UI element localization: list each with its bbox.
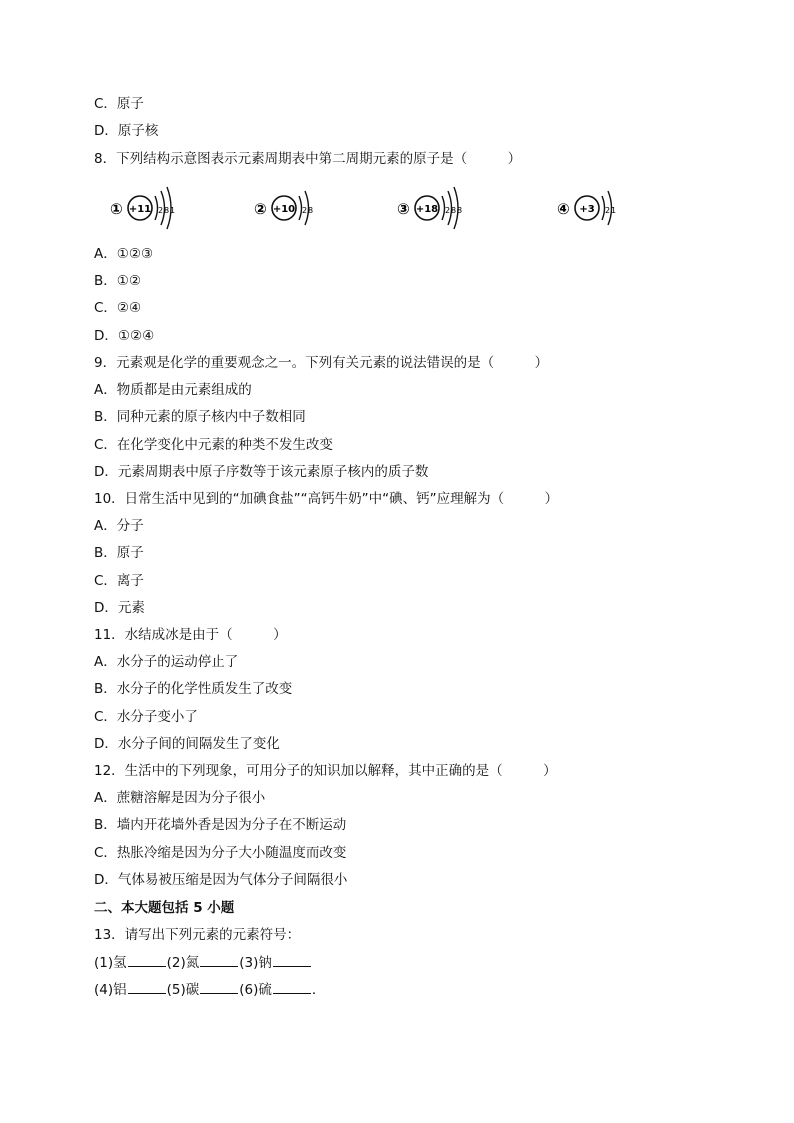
atom-label: ① <box>110 200 123 218</box>
fill-item: (4)铝 <box>94 982 127 998</box>
option-d: D．原子核 <box>94 123 159 139</box>
q13-row-2 <box>94 981 325 999</box>
q10-option-b: B．原子 <box>94 545 144 561</box>
answer-blank[interactable] <box>273 981 311 994</box>
question-12-stem: 12．生活中的下列现象，可用分子的知识加以解释，其中正确的是（ ） <box>94 763 557 779</box>
q11-option-c: C．水分子变小了 <box>94 709 198 725</box>
atom-diagram-1 <box>108 180 188 240</box>
answer-blank[interactable] <box>200 954 238 967</box>
fill-item: (1)氢 <box>94 955 127 971</box>
fill-item: (6)硫 <box>239 982 272 998</box>
answer-blank[interactable] <box>128 954 166 967</box>
question-11-stem: 11．水结成冰是由于（ ） <box>94 627 287 643</box>
q12-option-d: D．气体易被压缩是因为气体分子间隔很小 <box>94 872 348 888</box>
atom-label: ② <box>254 200 267 218</box>
atom-diagram-3 <box>395 180 475 240</box>
atom-nucleus: +18 <box>415 204 439 215</box>
shell-electrons: 2 <box>445 206 451 215</box>
question-10-stem: 10．日常生活中见到的“加碘食盐”“高钙牛奶”中“碘、钙”应理解为（ ） <box>94 491 559 507</box>
answer-blank[interactable] <box>200 981 238 994</box>
section-heading: 二、本大题包括 5 小题 <box>94 900 235 916</box>
q13-row-1 <box>94 954 312 972</box>
q8-option-c: C．②④ <box>94 300 142 316</box>
question-9-stem: 9．元素观是化学的重要观念之一。下列有关元素的说法错误的是（ ） <box>94 355 549 371</box>
shell-electrons: 2 <box>158 206 164 215</box>
atom-diagram-2 <box>252 180 332 240</box>
fill-item: (3)钠 <box>239 955 272 971</box>
q10-option-c: C．离子 <box>94 573 144 589</box>
q11-option-a: A．水分子的运动停止了 <box>94 654 239 670</box>
q9-option-a: A．物质都是由元素组成的 <box>94 382 252 398</box>
atom-nucleus: +11 <box>128 204 152 215</box>
shell-electrons: 8 <box>451 206 457 215</box>
atom-nucleus: +10 <box>272 204 296 215</box>
q12-option-b: B．墙内开花墙外香是因为分子在不断运动 <box>94 817 347 833</box>
atom-nucleus: +3 <box>579 204 595 215</box>
answer-blank[interactable] <box>273 954 311 967</box>
option-c: C．原子 <box>94 96 144 112</box>
q9-option-b: B．同种元素的原子核内中子数相同 <box>94 409 306 425</box>
q11-option-d: D．水分子间的间隔发生了变化 <box>94 736 280 752</box>
q8-option-b: B．①② <box>94 273 141 289</box>
q10-option-a: A．分子 <box>94 518 144 534</box>
shell-electrons: 8 <box>457 206 463 215</box>
q9-option-c: C．在化学变化中元素的种类不发生改变 <box>94 437 333 453</box>
shell-electrons: 8 <box>308 206 314 215</box>
q10-option-d: D．元素 <box>94 600 145 616</box>
shell-electrons: 2 <box>605 206 611 215</box>
fill-item: (5)碳 <box>166 982 200 998</box>
q11-option-b: B．水分子的化学性质发生了改变 <box>94 681 293 697</box>
answer-blank[interactable] <box>128 981 166 994</box>
shell-electrons: 1 <box>170 206 176 215</box>
fill-item: (2)氮 <box>166 955 200 971</box>
q12-option-c: C．热胀冷缩是因为分子大小随温度而改变 <box>94 845 347 861</box>
question-8-stem: 8．下列结构示意图表示元素周期表中第二周期元素的原子是（ ） <box>94 151 522 167</box>
shell-electrons: 8 <box>164 206 170 215</box>
q12-option-a: A．蔗糖溶解是因为分子很小 <box>94 790 266 806</box>
atom-label: ③ <box>397 200 410 218</box>
atom-label: ④ <box>557 200 570 218</box>
end-punctuation: ． <box>311 982 326 998</box>
question-13-stem: 13．请写出下列元素的元素符号： <box>94 927 301 943</box>
q8-option-a: A．①②③ <box>94 246 154 262</box>
shell-electrons: 2 <box>302 206 308 215</box>
q9-option-d: D．元素周期表中原子序数等于该元素原子核内的质子数 <box>94 464 429 480</box>
q8-option-d: D．①②④ <box>94 328 155 344</box>
atom-diagram-4 <box>555 180 635 240</box>
shell-electrons: 1 <box>611 206 617 215</box>
